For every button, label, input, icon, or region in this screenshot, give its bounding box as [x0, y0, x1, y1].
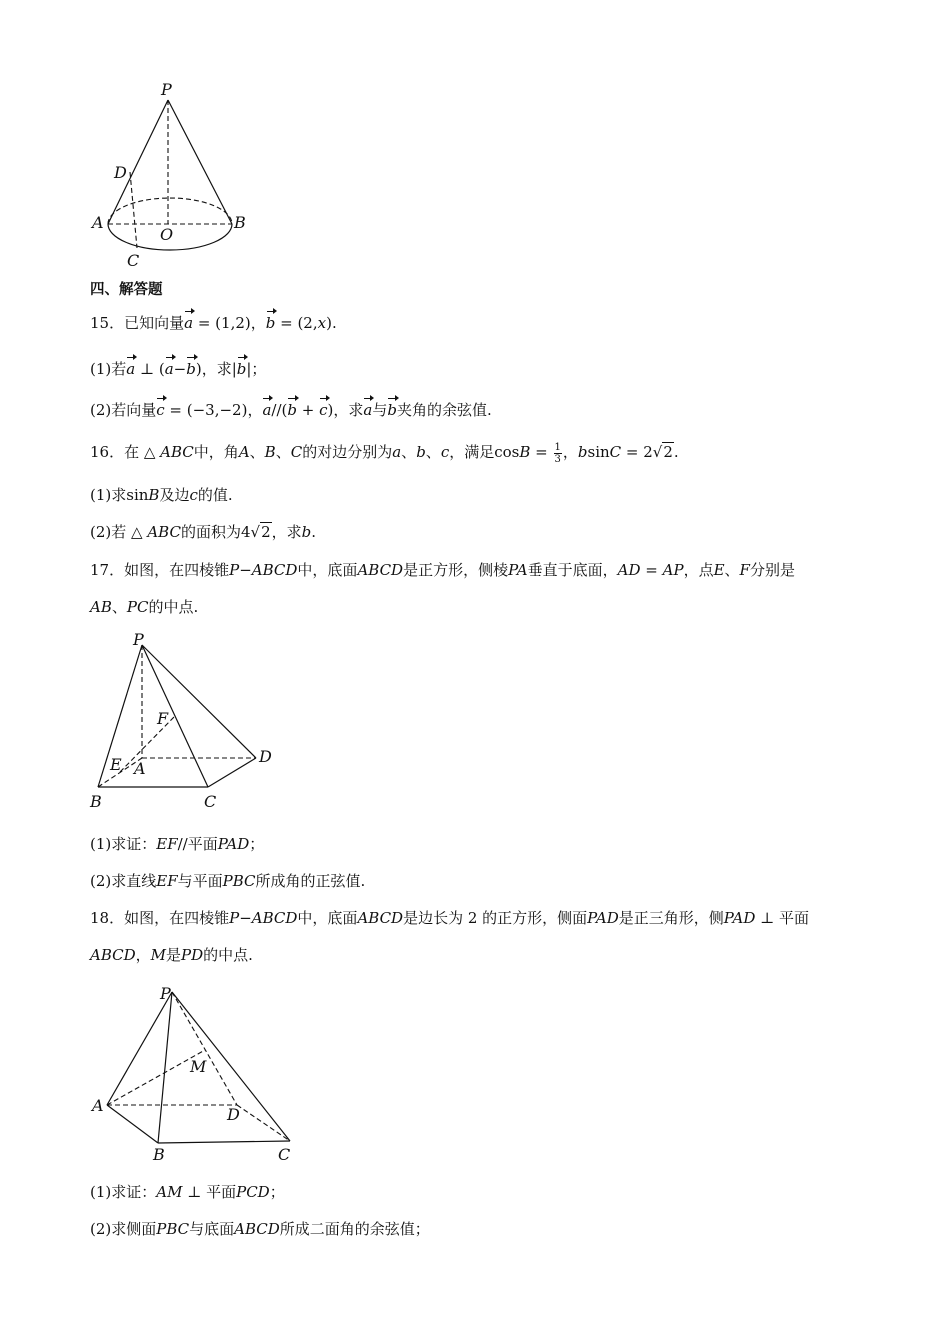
q18-label-m: M: [190, 1057, 207, 1076]
q17-label-c: C: [204, 792, 217, 811]
cone-label-c: C: [127, 251, 140, 270]
cone-label-p: P: [161, 80, 172, 99]
q18-stem-line2: ABCD，M是PD的中点.: [90, 946, 253, 964]
q18-part1: (1)求证：AM ⊥ 平面PCD；: [90, 1183, 285, 1201]
q17-part1: (1)求证：EF//平面PAD；: [90, 835, 265, 853]
q17-part2: (2)求直线EF与平面PBC所成角的正弦值.: [90, 872, 366, 890]
q18-label-d: D: [227, 1105, 240, 1124]
q17-label-a: A: [134, 759, 146, 778]
q17-label-d: D: [259, 747, 272, 766]
q17-stem-line1: 17．如图，在四棱锥P−ABCD中，底面ABCD是正方形，侧棱PA垂直于底面，AD = AP，点E、F分别是: [90, 561, 795, 579]
cone-label-o: O: [160, 225, 174, 244]
q16-part2: (2)若 △ ABC的面积为4√2，求b.: [90, 523, 317, 541]
q18-label-a: A: [92, 1096, 104, 1115]
q15-part1: (1)若a ⊥ (a−b)，求|b|；: [90, 355, 266, 380]
q16-part1: (1)求sinB及边c的值.: [90, 486, 233, 504]
q18-label-b: B: [153, 1145, 165, 1164]
q15-stem: 15．已知向量a = (1,2)，b = (2,x).: [90, 309, 337, 334]
section-heading: 四、解答题: [90, 282, 163, 298]
q16-stem: 16．在 △ ABC中，角A、B、C的对边分别为a、b、c，满足cosB = $\frac{1}{3}$ ，bsinC = 2√2.: [90, 441, 679, 465]
q17-stem-line2: AB、PC的中点.: [90, 598, 199, 616]
q17-label-b: B: [90, 792, 102, 811]
cone-label-b: B: [234, 213, 246, 232]
q17-label-f: F: [157, 709, 169, 728]
q18-label-p: P: [160, 984, 171, 1003]
q18-part2: (2)求侧面PBC与底面ABCD所成二面角的余弦值；: [90, 1220, 430, 1238]
q17-label-e: E: [110, 755, 122, 774]
q18-label-c: C: [278, 1145, 291, 1164]
q15-part2: (2)若向量c = (−3,−2)，a//(b + c)，求a与b夹角的余弦值.: [90, 396, 492, 421]
q18-stem-line1: 18．如图，在四棱锥P−ABCD中，底面ABCD是边长为 2 的正方形，侧面PAD是正三角形，侧PAD ⊥ 平面: [90, 909, 809, 927]
q17-label-p: P: [133, 630, 144, 649]
cone-label-d: D: [114, 163, 127, 182]
cone-label-a: A: [92, 213, 104, 232]
